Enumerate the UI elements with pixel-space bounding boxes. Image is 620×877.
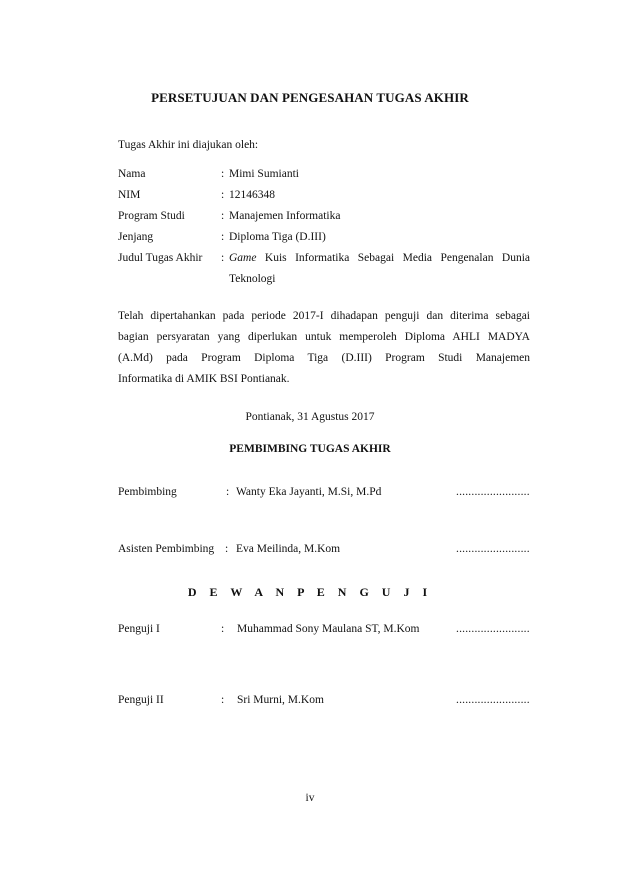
asisten-name: Eva Meilinda, M.Kom [236, 543, 341, 555]
penguji2-colon: : [221, 694, 225, 706]
nim-label: NIM [118, 189, 141, 201]
judul-label: Judul Tugas Akhir [118, 252, 203, 264]
pembimbing-heading: PEMBIMBING TUGAS AKHIR [229, 443, 391, 455]
penguji2-label: Penguji II [118, 694, 164, 706]
asisten-colon: : [225, 543, 229, 555]
pembimbing-label: Pembimbing [118, 486, 177, 498]
judul-value [229, 248, 530, 290]
judul-value-line2: Teknologi [229, 273, 276, 285]
judul-value-italic: Game [229, 252, 257, 264]
judul-colon: : [221, 252, 225, 264]
page-number: iv [305, 792, 315, 804]
penguji2-name: Sri Murni, M.Kom [237, 694, 324, 706]
paragraph-line: Informatika di AMIK BSI Pontianak. [118, 373, 290, 385]
asisten-label: Asisten Pembimbing [118, 543, 215, 555]
statement-paragraph [118, 306, 530, 390]
nim-colon: : [221, 189, 225, 201]
dewan-penguji-heading: D E W A N P E N G U J I [187, 585, 433, 599]
pembimbing-name: Wanty Eka Jayanti, M.Si, M.Pd [236, 486, 382, 498]
nama-label: Nama [118, 168, 146, 180]
penguji1-label: Penguji I [118, 623, 160, 635]
asisten-signature-line: ........................ [456, 543, 530, 555]
prodi-label: Program Studi [118, 210, 185, 222]
penguji1-colon: : [221, 623, 225, 635]
prodi-value: Manajemen Informatika [229, 210, 341, 222]
penguji1-name: Muhammad Sony Maulana ST, M.Kom [237, 623, 420, 635]
jenjang-colon: : [221, 231, 225, 243]
intro-text: Tugas Akhir ini diajukan oleh: [118, 139, 259, 151]
prodi-colon: : [221, 210, 225, 222]
penguji1-signature-line: ........................ [456, 623, 530, 635]
jenjang-label: Jenjang [118, 231, 154, 243]
penguji2-signature-line: ........................ [456, 694, 530, 706]
paragraph-line: (A.Md) pada Program Diploma Tiga (D.III) Program Studi Manajemen [118, 352, 530, 364]
pembimbing-colon: : [226, 486, 230, 498]
paragraph-line: bagian persyaratan yang diperlukan untuk memperoleh Diploma AHLI MADYA [118, 331, 530, 343]
nim-value: 12146348 [229, 189, 275, 201]
place-date: Pontianak, 31 Agustus 2017 [245, 411, 375, 423]
jenjang-value: Diploma Tiga (D.III) [229, 231, 326, 243]
nama-value: Mimi Sumianti [229, 168, 299, 180]
paragraph-line: Telah dipertahankan pada periode 2017-I dihadapan penguji dan diterima sebagai [118, 310, 530, 322]
page-title: PERSETUJUAN DAN PENGESAHAN TUGAS AKHIR [151, 90, 469, 105]
pembimbing-signature-line: ........................ [456, 486, 530, 498]
nama-colon: : [221, 168, 225, 180]
judul-value-line1: Kuis Informatika Sebagai Media Pengenalan Dunia [256, 252, 530, 264]
